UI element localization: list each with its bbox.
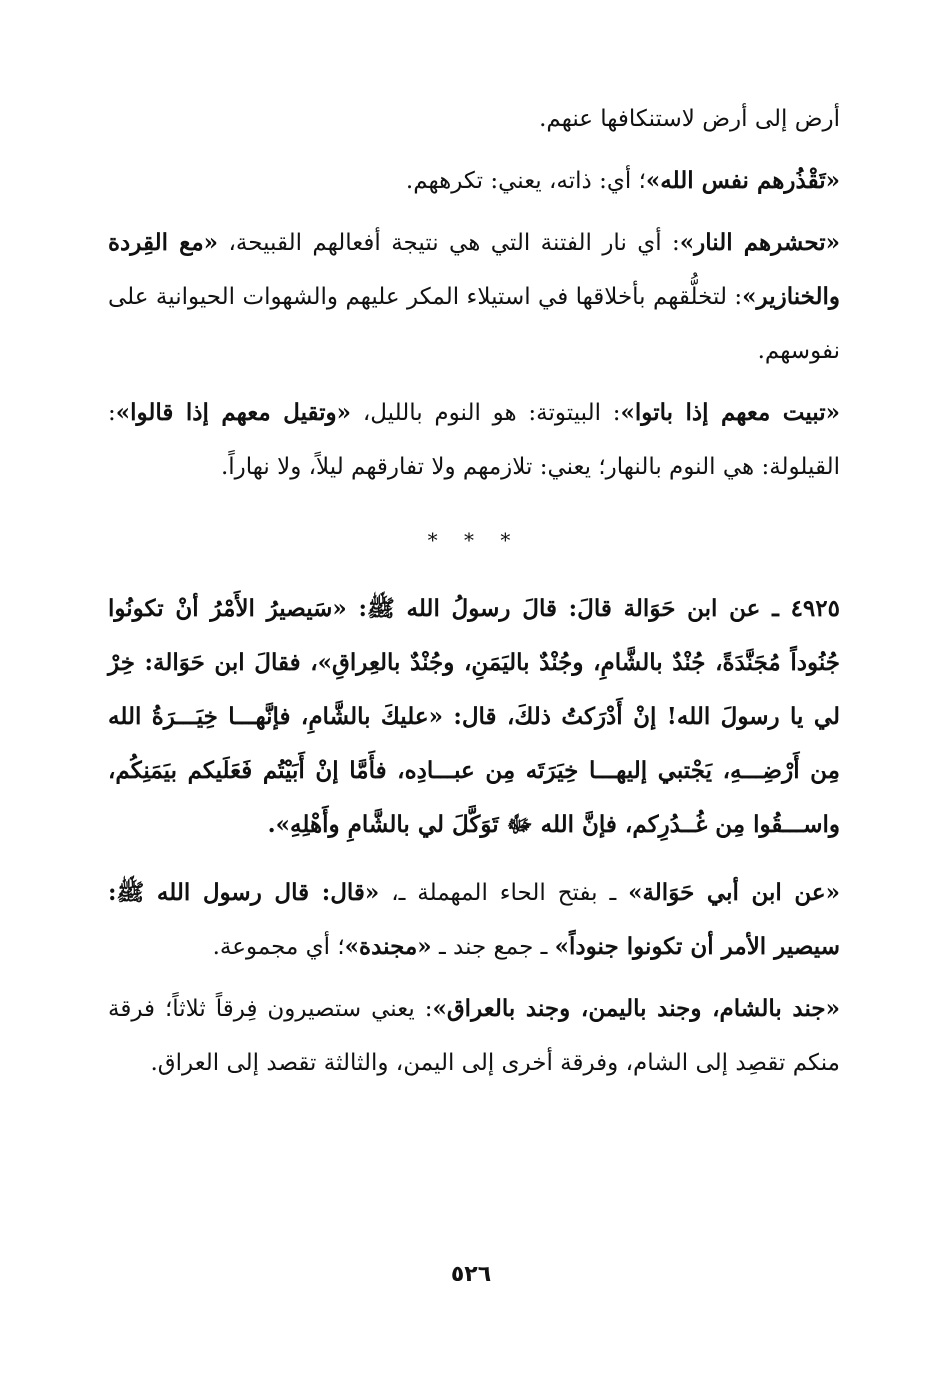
explanation-text: : لتخلُّقهم بأخلاقها في استيلاء المكر عليهم والشهوات الحيوانية على نفوسهم. — [108, 284, 840, 364]
explanation-text: : أي نار الفتنة التي هي نتيجة أفعالهم القبيحة، — [218, 230, 680, 256]
paragraph-3 — [108, 216, 840, 378]
quoted-phrase: «مع القِردة والخنازير» — [108, 229, 840, 310]
commentary-2 — [108, 982, 840, 1090]
hadith-text: ٤٩٢٥ ـ عن ابن حَوَالة قالَ: قالَ رسولُ الله ﷺ: «سَيصيرُ الأَمْرُ أنْ تكونُوا جُنُوداً مُجَنَّدَةً، جُنْدٌ بالشَّامِ، وجُنْدٌ باليَمَنِ، وجُنْدٌ بالعِراقِ»، فقالَ ابن حَوَالة: خِرْ لي يا رسولَ الله! إنْ أَدْرَكتُ ذلكَ، قال: «عليكَ بالشَّامِ، فإنَّهـــا خِيَـــرَةُ الله مِن أَرْضِـــهِ، يَجْتبي إليهـــا خِيَرَتَه مِن عبـــادِه، فأَمَّا إنْ أَبَيْتُم فَعَلَيكم بيَمَنِكُم، واســـقُوا مِن غُــدُرِكم، فإنَّ الله ﷻ تَوَكَّلَ لي بالشَّامِ وأَهْلِهِ». — [108, 595, 840, 838]
paragraph-1 — [108, 92, 840, 146]
page-number: ٥٢٦ — [450, 1262, 492, 1287]
quoted-phrase: «وتقيل معهم إذا قالوا» — [115, 399, 352, 426]
page-body — [108, 92, 840, 1090]
quoted-phrase: «جند بالشام، وجند باليمن، وجند بالعراق» — [432, 995, 840, 1022]
section-separator: * * * — [427, 528, 521, 552]
explanation-text: : البيتوتة: هو النوم بالليل، — [351, 400, 621, 426]
commentary-1 — [108, 866, 840, 974]
paragraph-4 — [108, 386, 840, 494]
quoted-phrase: «عن ابن أبي حَوَالة» — [628, 879, 840, 906]
text-line: أرض إلى أرض لاستنكافها عنهم. — [539, 106, 840, 132]
explanation-text: ـ جمع جند ـ — [431, 934, 555, 960]
explanation-text: ؛ أي: ذاته، يعني: تكرههم. — [405, 168, 646, 194]
quoted-phrase: «قال: قال رسول الله ﷺ: سيصير الأمر أن تكونوا جنوداً» — [108, 879, 840, 960]
quoted-phrase: «تَقْذُرهم نفس الله» — [645, 167, 840, 194]
quoted-phrase: «تحشرهم النار» — [679, 229, 840, 256]
paragraph-2 — [108, 154, 840, 208]
quoted-phrase: «مجندة» — [344, 933, 432, 960]
explanation-text: : القيلولة: هي النوم بالنهار؛ يعني: تلازمهم ولا تفارقهم ليلاً، ولا نهاراً. — [108, 400, 840, 480]
explanation-text: ـ بفتح الحاء المهملة ـ، — [379, 880, 629, 906]
explanation-text: : يعني ستصيرون فِرقاً ثلاثاً؛ فرقة منكم تقصِد إلى الشام، وفرقة أخرى إلى اليمن، والثالثة تقصد إلى العراق. — [108, 996, 840, 1076]
quoted-phrase: «تبيت معهم إذا باتوا» — [620, 399, 841, 426]
explanation-text: ؛ أي مجموعة. — [212, 934, 345, 960]
